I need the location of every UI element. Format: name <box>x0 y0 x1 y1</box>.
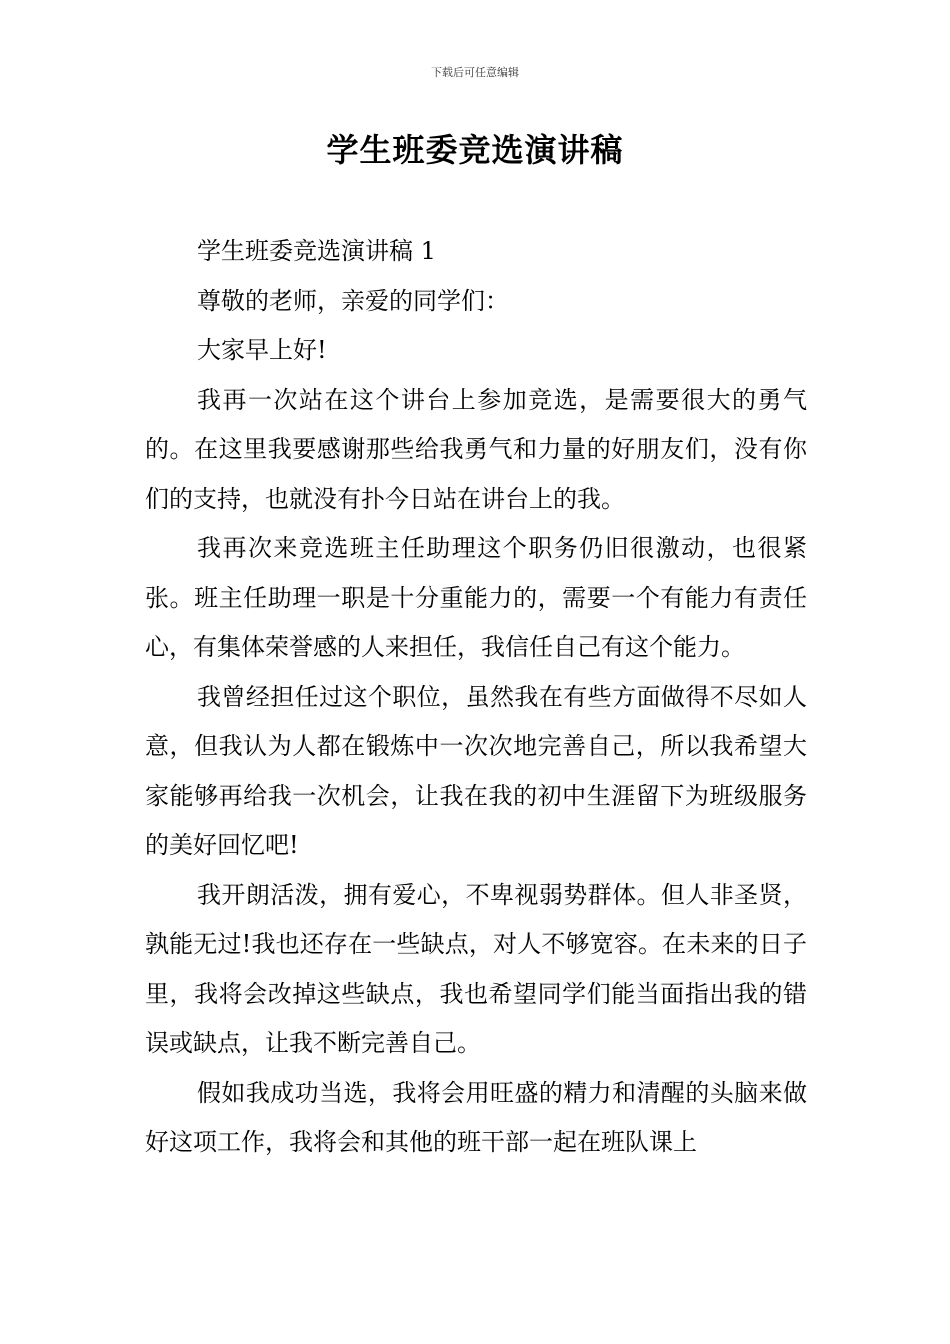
paragraph: 我曾经担任过这个职位，虽然我在有些方面做得不尽如人意，但我认为人都在锻炼中一次次地完善自己，所以我希望大家能够再给我一次机会，让我在我的初中生涯留下为班级服务的美好回忆吧! <box>145 682 807 859</box>
paragraph: 我开朗活泼，拥有爱心，不卑视弱势群体。但人非圣贤，孰能无过!我也还存在一些缺点，对人不够宽容。在未来的日子里，我将会改掉这些缺点，我也希望同学们能当面指出我的错误或缺点，让我不断完善自己。 <box>145 880 807 1057</box>
paragraph: 我再一次站在这个讲台上参加竞选，是需要很大的勇气的。在这里我要感谢那些给我勇气和力量的好朋友们，没有你们的支持，也就没有扑今日站在讲台上的我。 <box>145 385 807 513</box>
paragraph-heading: 学生班委竞选演讲稿 1 <box>197 237 436 265</box>
paragraph-salutation: 尊敬的老师，亲爱的同学们： <box>197 286 509 315</box>
paragraph-greeting: 大家早上好! <box>197 336 327 364</box>
paragraph: 我再次来竞选班主任助理这个职务仍旧很激动，也很紧张。班主任助理一职是十分重能力的，需要一个有能力有责任心，有集体荣誉感的人来担任，我信任自己有这个能力。 <box>145 534 807 661</box>
document-title: 学生班委竞选演讲稿 <box>326 131 624 169</box>
document-body <box>145 227 807 1168</box>
paragraph: 假如我成功当选，我将会用旺盛的精力和清醒的头脑来做好这项工作，我将会和其他的班干部一起在班队课上 <box>145 1078 807 1156</box>
header-note: 下载后可任意编辑 <box>431 66 519 79</box>
